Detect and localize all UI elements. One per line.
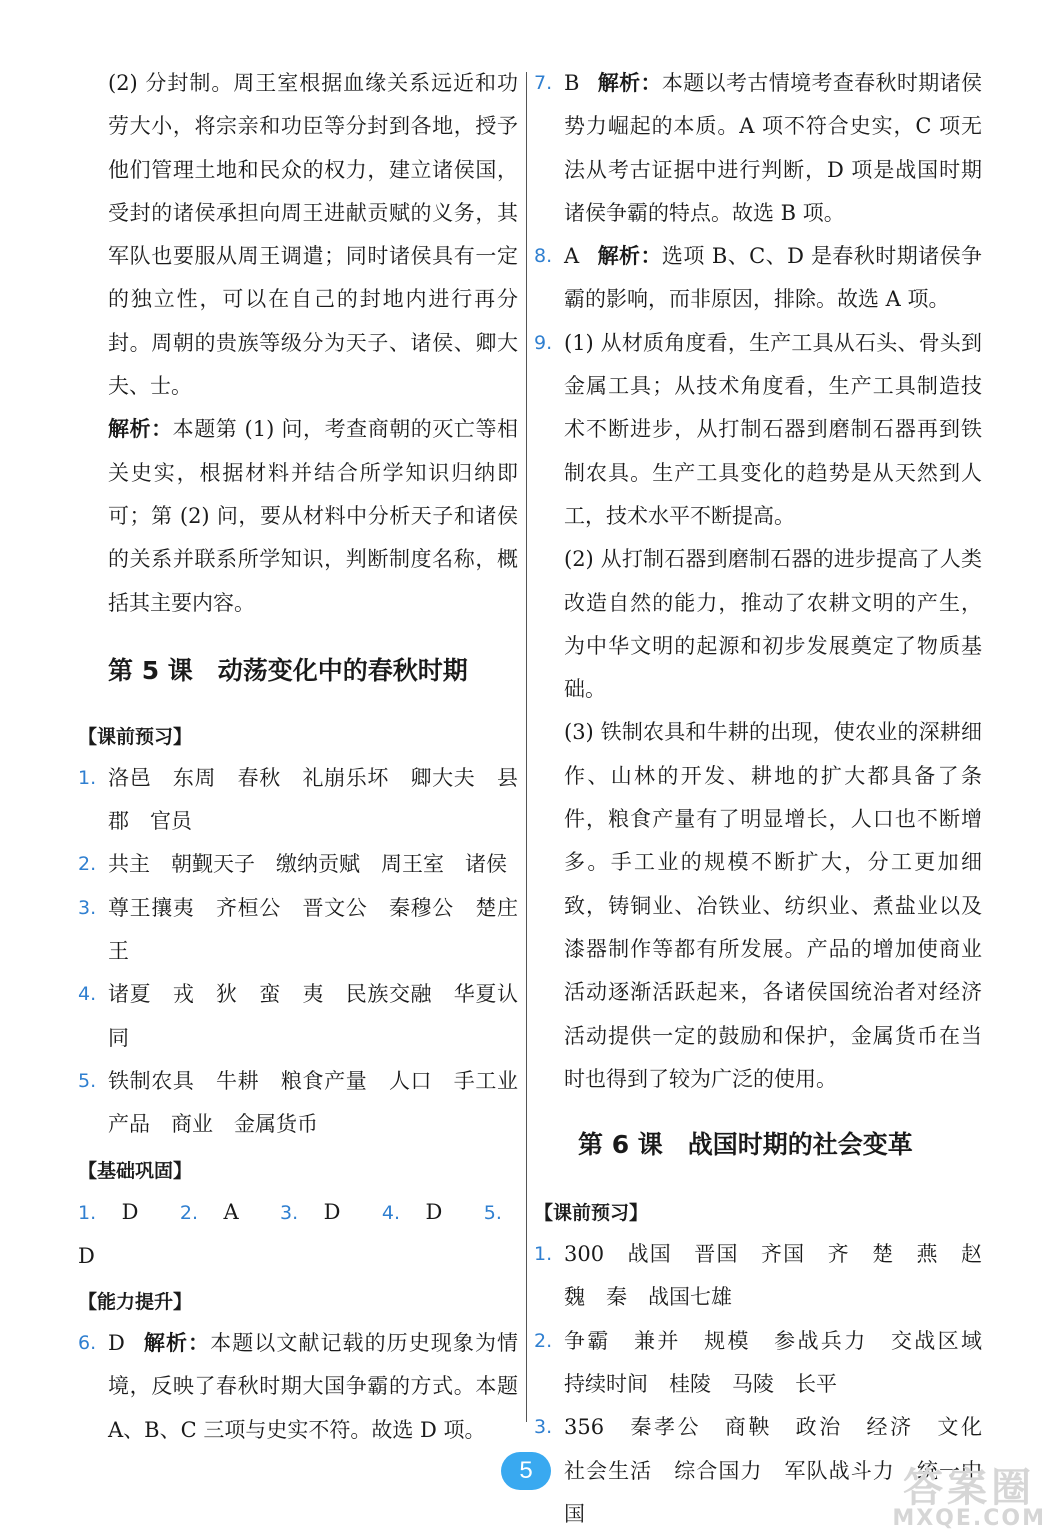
item-number: 1.: [534, 1243, 553, 1266]
basic-answers: [78, 1191, 518, 1279]
list-item: [78, 887, 518, 974]
right-column: [534, 62, 1003, 1536]
list-item: [78, 1060, 518, 1147]
page-number-badge: 5: [501, 1452, 551, 1490]
answer-letter: D: [323, 1199, 341, 1224]
answer-pair: [382, 1200, 458, 1224]
item-text: 共主 朝觐天子 缴纳贡赋 周王室 诸侯: [108, 852, 507, 877]
answer-letter: D: [425, 1199, 443, 1224]
answer-letter: D: [108, 1331, 125, 1356]
question-8: [534, 235, 982, 322]
lesson4-q2-answer: (2) 分封制。周王室根据血缘关系远近和功劳大小，将宗亲和功臣等分封到各地，授予他们管理土地和民众的权力，建立诸侯国，受封的诸侯承担向周王进献贡赋的义务，其军队也要服从周王调遣；同时诸侯具有一定的独立性，可以在自己的封地内进行再分封。周朝的贵族等级分为天子、诸侯、卿大夫、士。: [108, 71, 518, 399]
explanation-text: 选项 B、C、D 是春秋时期诸侯争霸的影响，而非原因，排除。故选 A 项。: [564, 244, 983, 312]
q9-part1: (1) 从材质角度看，生产工具从石头、骨头到金属工具；从技术角度看，生产工具制造技术不断进步，从打制石器到磨制石器再到铁制农具。生产工具变化的趋势是从天然到人工，技术水平不断提高。: [564, 330, 982, 528]
list-item: [534, 1233, 1003, 1320]
item-text: 尊王攘夷 齐桓公 晋文公 秦穆公 楚庄王: [108, 895, 518, 964]
list-item: [78, 843, 518, 886]
watermark-domain: MXQE.COM: [892, 1506, 1046, 1531]
item-number: 3.: [280, 1201, 299, 1224]
item-text: 铁制农具 牛耕 粮食产量 人口 手工业产品 商业 金属货币: [108, 1068, 518, 1137]
item-number: 5.: [78, 1069, 97, 1092]
item-text: 300 战国 晋国 齐国 齐 楚 燕 赵 魏 秦 战国七雄: [564, 1242, 1003, 1310]
answer-pair: [180, 1200, 255, 1224]
explanation-label: 解析：: [142, 1331, 211, 1356]
ability-heading: 【能力提升】: [78, 1291, 193, 1314]
question-9: [534, 322, 982, 538]
q9-part2: (2) 从打制石器到磨制石器的进步提高了人类改造自然的能力，推动了农耕文明的产生，为中华文明的起源和初步发展奠定了物质基础。: [564, 547, 982, 702]
explanation-label: 解析：: [597, 71, 662, 95]
item-number: 2.: [179, 1201, 198, 1224]
list-item: [78, 973, 518, 1060]
explanation-label: 解析：: [108, 417, 173, 442]
item-number: 7.: [534, 72, 553, 94]
list-item: [78, 757, 539, 844]
basic-heading: 【基础巩固】: [78, 1159, 193, 1182]
answer-pair: [280, 1200, 356, 1224]
item-number: 1.: [78, 1201, 97, 1224]
lesson6-title: 第 6 课 战国时期的社会变革: [578, 1130, 913, 1160]
answer-letter: A: [223, 1199, 239, 1224]
question-6: [78, 1322, 518, 1452]
item-text: 356 秦孝公 商鞅 政治 经济 文化 社会生活 综合国力 军队战斗力 统一中国: [564, 1415, 1003, 1526]
preview-heading: 【课前预习】: [534, 1202, 649, 1225]
lesson4-explanation: [78, 408, 518, 624]
item-number: 8.: [534, 245, 553, 268]
lesson5-title: 第 5 课 动荡变化中的春秋时期: [108, 655, 468, 685]
answer-pair: [78, 1200, 154, 1224]
item-number: 3.: [534, 1416, 553, 1439]
item-text: 诸夏 戎 狄 蛮 夷 民族交融 华夏认同: [108, 982, 518, 1050]
item-number: 9.: [534, 331, 553, 354]
answer-letter: B: [564, 71, 580, 95]
question-7: [534, 62, 982, 235]
answer-letter: D: [78, 1243, 95, 1268]
watermark-logo: [892, 1465, 1046, 1531]
explanation-label: 解析：: [597, 244, 662, 269]
column-divider: [526, 72, 527, 1422]
preview-heading: 【课前预习】: [78, 725, 193, 748]
explanation-text: 本题以考古情境考查春秋时期诸侯势力崛起的本质。A 项不符合史实，C 项无法从考古证据中进行判断，D 项是战国时期诸侯争霸的特点。故选 B 项。: [564, 71, 983, 225]
q9-part3: (3) 铁制农具和牛耕的出现，使农业的深耕细作、山林的开发、耕地的扩大都具备了条件，粮食产量有了明显增长，人口也不断增多。手工业的规模不断扩大，分工更加细致，铸铜业、冶铁业、纺织业、煮盐业以及漆器制作等都有所发展。产品的增加使商业活动逐渐活跃起来，各诸侯国统治者对经济活动提供一定的鼓励和保护，金属货币在当时也得到了较为广泛的使用。: [564, 720, 982, 1091]
item-number: 3.: [78, 896, 97, 919]
left-column: [78, 62, 539, 1452]
list-item: [534, 1320, 1003, 1407]
item-number: 6.: [78, 1332, 97, 1355]
answer-letter: A: [564, 244, 580, 269]
item-number: 2.: [78, 853, 97, 876]
item-number: 4.: [78, 983, 97, 1006]
item-number: 1.: [78, 766, 97, 789]
item-number: 4.: [381, 1201, 401, 1224]
item-text: 洛邑 东周 春秋 礼崩乐坏 卿大夫 县 郡 官员: [108, 765, 539, 834]
item-number: 5.: [483, 1201, 502, 1224]
watermark-text: 答案圈: [903, 1465, 1036, 1511]
explanation-text: 本题以文献记载的历史现象为情境，反映了春秋时期大国争霸的方式。本题 A、B、C 三项与史实不符。故选 D 项。: [108, 1331, 519, 1442]
item-number: 2.: [534, 1329, 553, 1352]
item-text: 争霸 兼并 规模 参战兵力 交战区域 持续时间 桂陵 马陵 长平: [564, 1328, 1003, 1397]
answer-letter: D: [121, 1199, 139, 1224]
explanation-text: 本题第 (1) 问，考查商朝的灭亡等相关史实，根据材料并结合所学知识归纳即可；第 (2) 问，要从材料中分析天子和诸侯的关系并联系所学知识，判断制度名称，概括其主要内容。: [108, 417, 518, 615]
